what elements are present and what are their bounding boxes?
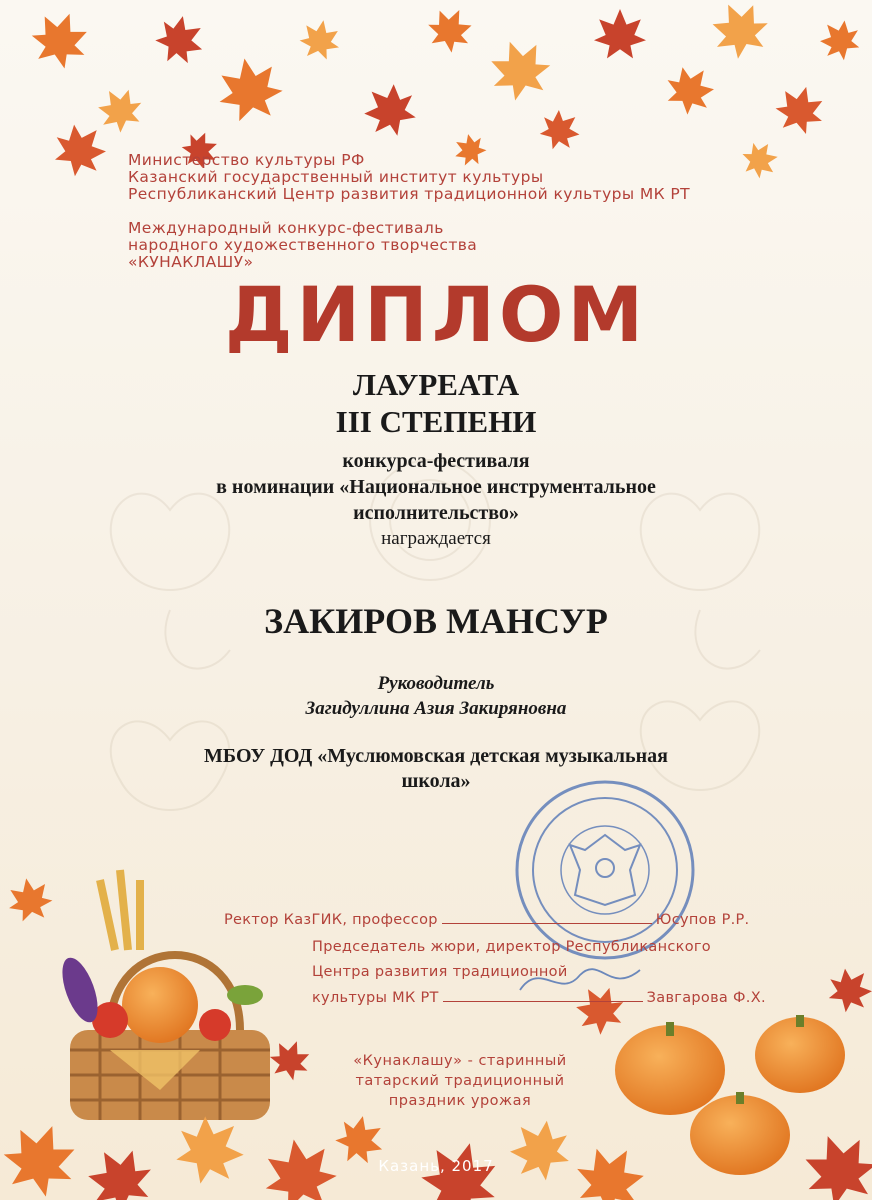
rector-name: Юсупов Р.Р. bbox=[655, 912, 750, 928]
org-line-1: Министерство культуры РФ bbox=[128, 151, 365, 169]
rector-role: Ректор КазГИК, профессор bbox=[224, 912, 438, 928]
jury-name: Завгарова Ф.Х. bbox=[646, 990, 766, 1006]
contest-line-2: народного художественного творчества bbox=[128, 236, 478, 254]
slogan-line-1: «Кунаклашу» - старинный bbox=[353, 1053, 567, 1069]
jury-line-2: Центра развития традиционной bbox=[312, 964, 568, 980]
slogan-line-2: татарский традиционный bbox=[355, 1073, 565, 1089]
harvest-basket bbox=[55, 870, 270, 1120]
jury-signature-line bbox=[312, 990, 766, 1006]
contest-line-3: «КУНАКЛАШУ» bbox=[128, 253, 254, 271]
jury-line-1: Председатель жюри, директор Республиканского bbox=[312, 939, 711, 955]
school-line-1: МБОУ ДОД «Муслюмовская детская музыкальная bbox=[204, 745, 668, 767]
org-line-2: Казанский государственный институт культуры bbox=[128, 168, 544, 186]
jury-line-3: культуры МК РТ bbox=[312, 990, 439, 1006]
org-line-3: Республиканский Центр развития традиционной культуры МК РТ bbox=[128, 185, 690, 203]
slogan-line-3: праздник урожая bbox=[388, 1093, 532, 1109]
degree-line-2: III СТЕПЕНИ bbox=[335, 404, 537, 439]
rector-signature-line bbox=[224, 912, 749, 928]
degree-line-1: ЛАУРЕАТА bbox=[352, 367, 520, 402]
supervisor-label: Руководитель bbox=[377, 673, 495, 694]
official-stamp bbox=[517, 782, 693, 958]
diploma-title: ДИПЛОМ bbox=[224, 270, 648, 359]
nomination-line-2: исполнительство» bbox=[353, 502, 519, 524]
nomination-line-1: в номинации «Национальное инструментальное bbox=[216, 476, 656, 498]
recipient-name: ЗАКИРОВ МАНСУР bbox=[264, 601, 608, 641]
pumpkins bbox=[615, 1015, 845, 1175]
school-line-2: школа» bbox=[401, 770, 471, 792]
contest-line-1: Международный конкурс-фестиваль bbox=[128, 219, 444, 237]
contest-text: конкурса-фестиваля bbox=[342, 450, 530, 472]
slogan bbox=[300, 1051, 620, 1111]
city-year: Казань, 2017 bbox=[378, 1157, 494, 1175]
awarded-text: награждается bbox=[381, 528, 491, 549]
supervisor-name: Загидуллина Азия Закиряновна bbox=[305, 698, 567, 719]
